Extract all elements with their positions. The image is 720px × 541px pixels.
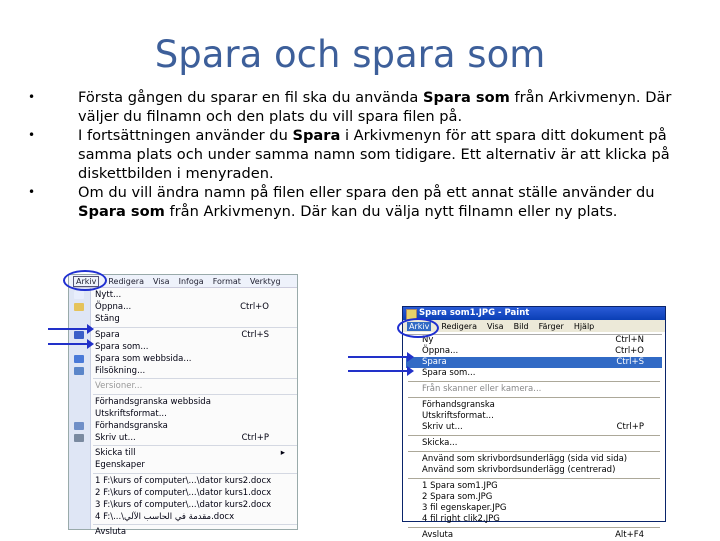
arkiv-highlight-circle-right xyxy=(397,318,439,338)
word-menu-item xyxy=(69,301,297,313)
menu-separator xyxy=(93,445,297,446)
menu-item-label: Spara xyxy=(422,357,447,367)
menu-separator xyxy=(408,527,660,528)
paint-menubar-item: Bild xyxy=(513,321,529,331)
arrow-to-spara-som-paint xyxy=(348,370,408,372)
menu-item-label: Förhandsgranska xyxy=(95,420,168,431)
menu-item-shortcut: Ctrl+N xyxy=(615,335,644,345)
bullet-text: Om du vill ändra namn på filen eller spara den på ett annat ställe använder du xyxy=(78,184,655,201)
open-folder-icon xyxy=(74,303,84,311)
menu-item-label: Öppna... xyxy=(95,302,132,313)
paint-menu-items xyxy=(406,334,662,541)
word-file-menu-screenshot xyxy=(68,274,298,538)
menu-item-shortcut: Ctrl+O xyxy=(240,302,269,313)
paint-menubar-item: Visa xyxy=(486,321,504,331)
menu-item-shortcut: Ctrl+O xyxy=(615,346,644,356)
menu-item-label: Använd som skrivbordsunderlägg (sida vid sida) xyxy=(422,454,628,464)
word-menu-items xyxy=(69,289,297,539)
menu-item-label: Förhandsgranska xyxy=(422,400,495,410)
word-menu-item xyxy=(69,526,297,538)
paint-menu-item xyxy=(406,384,662,395)
menu-separator xyxy=(93,394,297,395)
bullet-bold: Spara som xyxy=(423,89,510,106)
menu-item-label: 1 F:\kurs of computer\...\dator kurs2.docx xyxy=(95,475,272,486)
menu-separator xyxy=(93,327,297,328)
paint-menu-item xyxy=(406,422,662,433)
word-menubar-item: Verktyg xyxy=(249,276,281,286)
paint-menu-item xyxy=(406,411,662,422)
paint-menubar-item: Arkiv xyxy=(409,321,430,331)
menu-item-shortcut: Ctrl+P xyxy=(241,433,269,444)
word-menu-item xyxy=(69,511,297,523)
word-menubar-item: Infoga xyxy=(178,276,204,286)
menu-item-label: 2 Spara som.JPG xyxy=(422,492,493,502)
menu-item-label: Skicka... xyxy=(422,438,458,448)
paint-menubar-item: Färger xyxy=(538,321,564,331)
menu-item-label: Utskriftsformat... xyxy=(95,408,167,419)
menu-item-label: 3 F:\kurs of computer\...\dator kurs2.docx xyxy=(95,500,272,510)
menu-item-shortcut: Ctrl+P xyxy=(616,422,644,432)
paint-menu-item xyxy=(406,400,662,411)
word-menubar-item: Arkiv xyxy=(73,276,99,287)
paint-menu-item xyxy=(406,530,662,541)
bullet-bold: Spara som xyxy=(78,203,165,220)
bullet-item xyxy=(28,126,698,183)
word-menu-item xyxy=(69,341,297,353)
word-menu-item xyxy=(69,353,297,365)
paint-menu-item xyxy=(406,492,662,503)
menu-item-label: Spara som... xyxy=(422,368,476,378)
paint-menu-item xyxy=(406,503,662,514)
word-menu-item xyxy=(69,396,297,408)
word-menu-item xyxy=(69,432,297,444)
bullet-list xyxy=(28,88,698,221)
menu-item-shortcut: Ctrl+S xyxy=(616,357,644,367)
submenu-arrow-icon: ▸ xyxy=(280,448,285,459)
menu-item-label: 4 F:\...\مقدمة في الحاسب الآلي.docx xyxy=(95,512,235,523)
word-menu-item xyxy=(69,499,297,511)
arrow-to-spara-som-word xyxy=(48,343,88,345)
word-menubar-item: Redigera xyxy=(108,276,144,286)
menu-item-label: Versioner... xyxy=(95,381,143,392)
menu-item-label: Avsluta xyxy=(422,530,454,540)
bullet-dot: • xyxy=(28,185,36,199)
word-menu-item xyxy=(69,329,297,341)
word-menu-item xyxy=(69,289,297,301)
print-icon xyxy=(74,434,84,442)
menu-item-label: Använd som skrivbordsunderlägg (centrerad) xyxy=(422,465,616,475)
new-doc-icon xyxy=(74,291,84,299)
menu-item-label: Skriv ut... xyxy=(95,433,136,444)
menu-item-label: Avsluta xyxy=(95,527,127,538)
paint-menu-item xyxy=(406,481,662,492)
bullet-dot: • xyxy=(28,128,36,142)
menu-item-label: Utskriftsformat... xyxy=(422,411,494,421)
arkiv-highlight-circle-left xyxy=(63,270,107,291)
paint-menu-item xyxy=(406,438,662,449)
menu-item-label: Ny xyxy=(422,335,434,345)
paint-menu-item xyxy=(406,514,662,525)
menu-separator xyxy=(408,451,660,452)
arrow-to-spara-word xyxy=(48,328,88,330)
menu-separator xyxy=(93,524,297,525)
word-menu-item xyxy=(69,459,297,471)
word-menu-item xyxy=(69,365,297,377)
paint-menu-item xyxy=(406,335,662,346)
menu-item-label: Nytt... xyxy=(95,290,122,300)
menu-item-label: Egenskaper xyxy=(95,460,145,471)
menu-item-label: Filsökning... xyxy=(95,366,146,377)
word-menubar-item: Visa xyxy=(152,276,170,286)
menu-item-label: 3 fil egenskaper.JPG xyxy=(422,503,507,513)
menu-item-label: Spara xyxy=(95,329,120,340)
menu-item-shortcut: Ctrl+S xyxy=(241,329,269,340)
preview-icon xyxy=(74,422,84,430)
menu-item-label: Skriv ut... xyxy=(422,422,463,432)
paint-menubar-item: Redigera xyxy=(441,321,477,331)
slide-title: Spara och spara som xyxy=(154,33,546,76)
menu-separator xyxy=(93,378,297,379)
bullet-text: från Arkivmenyn. Där väljer du filnamn och den plats du vill spara filen på. xyxy=(78,89,672,125)
menu-item-label: Förhandsgranska webbsida xyxy=(95,396,211,407)
search-icon xyxy=(74,367,84,375)
bullet-text: I fortsättningen använder du xyxy=(78,127,293,144)
paint-menu-item xyxy=(406,454,662,465)
bullet-text: från Arkivmenyn. Där kan du välja nytt filnamn eller ny plats. xyxy=(164,203,618,220)
word-menubar-item: Format xyxy=(212,276,241,286)
paint-titlebar xyxy=(403,307,665,320)
menu-separator xyxy=(408,478,660,479)
word-menu-item xyxy=(69,313,297,325)
paint-file-menu-screenshot xyxy=(402,306,666,540)
bullet-text: i Arkivmenyn för att spara ditt dokument på samma plats och under samma namn som tidigare. Ett alternativ är att klicka på diskettbilden i menyraden. xyxy=(78,127,670,182)
menu-item-label: 4 fil right clik2.JPG xyxy=(422,514,500,524)
word-menu-item xyxy=(69,408,297,420)
word-menu-item xyxy=(69,380,297,392)
save-disk-icon xyxy=(74,331,84,339)
menu-item-shortcut: Alt+F4 xyxy=(615,530,644,540)
paint-menu-item xyxy=(406,357,662,368)
menu-separator xyxy=(93,473,297,474)
paint-menu-item xyxy=(406,368,662,379)
word-menu-item xyxy=(69,420,297,432)
paint-menubar xyxy=(403,320,665,332)
menu-item-label: 2 F:\kurs of computer\...\dator kurs1.docx xyxy=(95,487,272,498)
menu-separator xyxy=(408,381,660,382)
menu-item-label: Stäng xyxy=(95,314,120,325)
bullet-item xyxy=(28,88,698,126)
word-menu-item xyxy=(69,475,297,487)
menu-separator xyxy=(408,397,660,398)
menu-item-label: Skicka till xyxy=(95,448,136,459)
globe-icon xyxy=(74,355,84,363)
word-menu-item xyxy=(69,487,297,499)
arrow-to-spara-paint xyxy=(348,356,408,358)
menu-separator xyxy=(408,435,660,436)
bullet-bold: Spara xyxy=(292,127,341,144)
paint-menubar-item: Hjälp xyxy=(573,321,595,331)
bullet-item xyxy=(28,183,698,221)
menu-item-label: Spara som... xyxy=(95,341,149,352)
paint-window-title: Spara som1.JPG - Paint xyxy=(419,308,530,318)
paint-menu-item xyxy=(406,346,662,357)
paint-menu-item xyxy=(406,465,662,476)
word-menu-item xyxy=(69,447,297,459)
menu-item-label: Spara som webbsida... xyxy=(95,353,192,364)
menu-item-label: Från skanner eller kamera... xyxy=(422,384,542,394)
bullet-dot: • xyxy=(28,90,36,104)
menu-item-label: Öppna... xyxy=(422,346,459,356)
menu-item-label: 1 Spara som1.JPG xyxy=(422,481,498,491)
bullet-text: Första gången du sparar en fil ska du använda xyxy=(78,89,423,106)
